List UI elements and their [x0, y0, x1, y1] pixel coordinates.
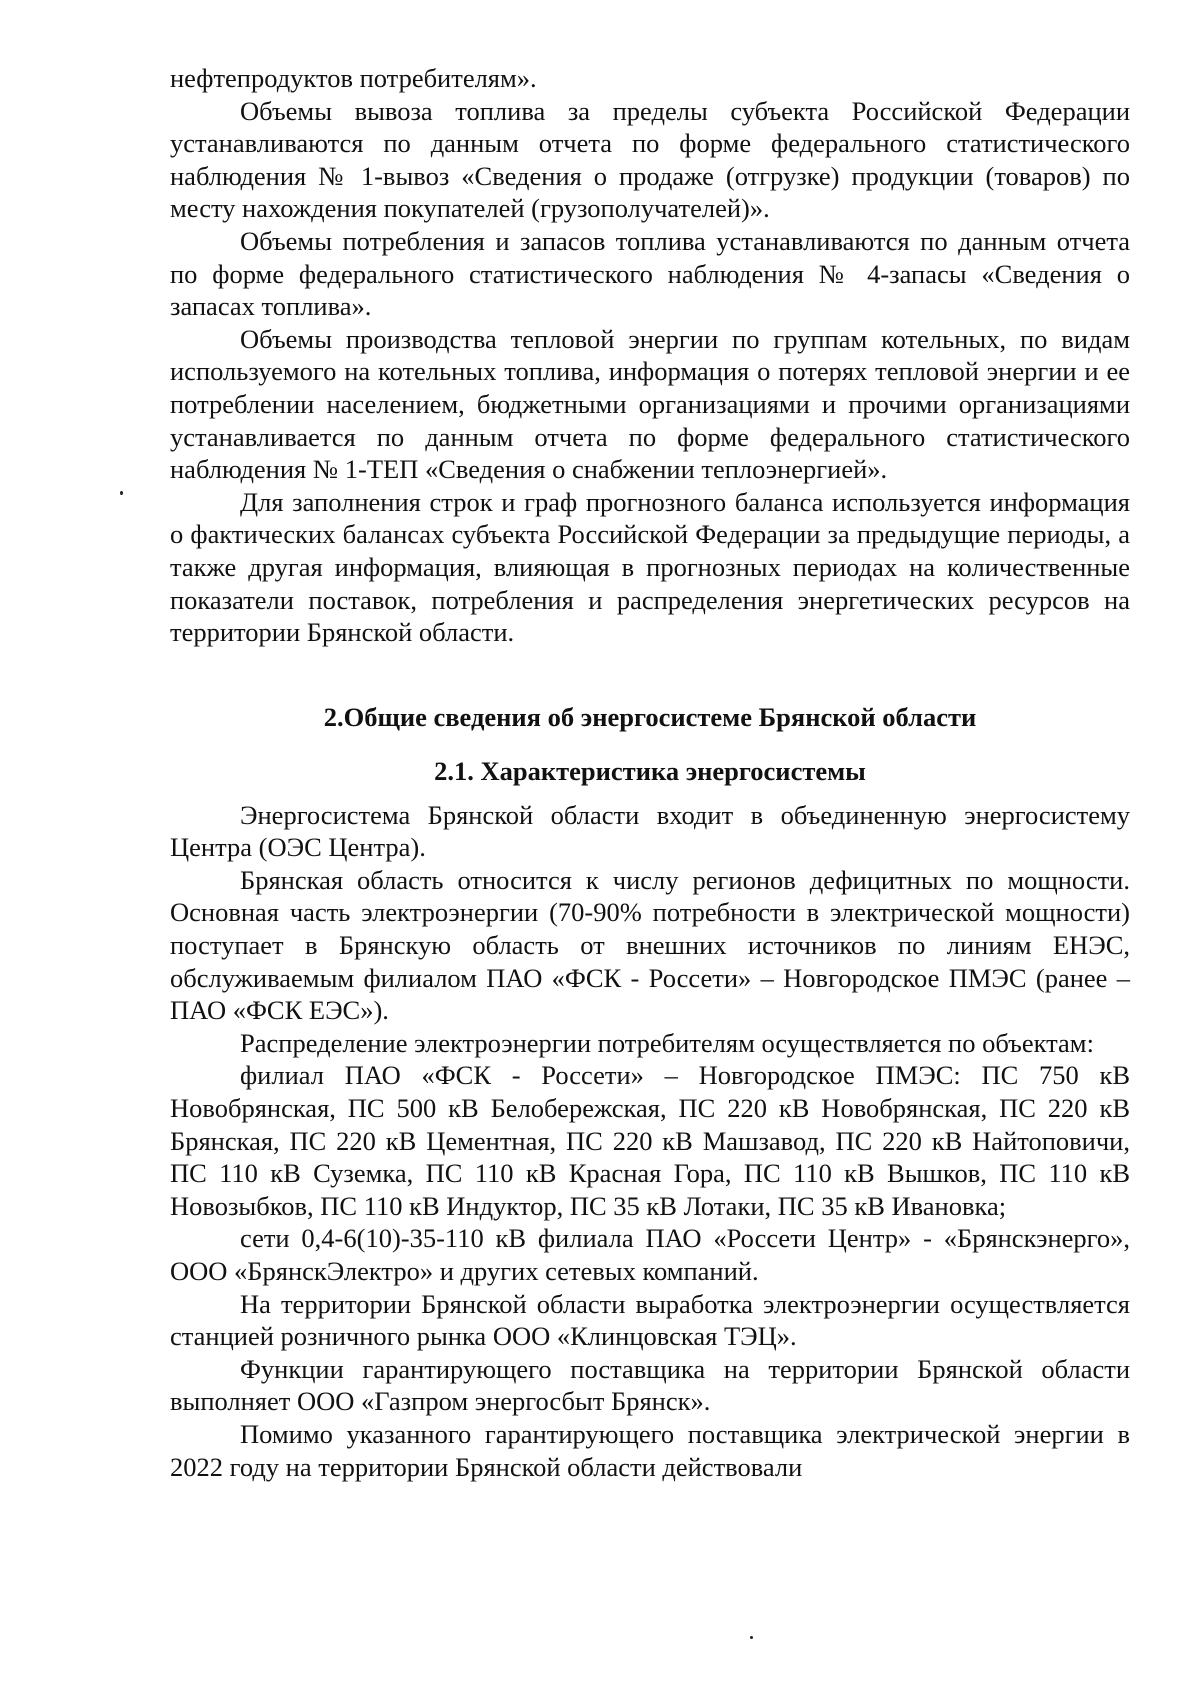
paragraph-forecast-balance: Для заполнения строк и граф прогнозного баланса используется информация о фактических балансах субъекта Российской Федерации за предыдущие периоды, а также другая информация, влияющая в прогнозных периодах на количественные показатели поставок, потребления и распределения энергетических ресурсов на территории Брянской области. — [170, 486, 1130, 648]
paragraph-distribution: Распределение электроэнергии потребителям осуществляется по объектам: — [240, 1027, 1094, 1058]
paragraph-export-volumes: Объемы вывоза топлива за пределы субъекта Российской Федерации устанавливаются по данным отчета по форме федерального статистического наблюдения № 1-вывоз «Сведения о продаже (отгрузке) продукции (товаров) по месту нахождения покупателей (грузополучателей)». — [170, 95, 1130, 224]
paragraph-supplier: Функции гарантирующего поставщика на территории Брянской области выполняет ООО «Газпром энергосбыт Брянск». — [170, 1353, 1130, 1417]
paragraph-substations-list: филиал ПАО «ФСК - Россети» – Новгородское ПМЭС: ПС 750 кВ Новобрянская, ПС 500 кВ Белобережская, ПС 220 кВ Новобрянская, ПС 220 кВ Брянская, ПС 220 кВ Цементная, ПС 220 кВ Машзавод, ПС 220 кВ Найтоповичи, ПС 110 кВ Суземка, ПС 110 кВ Красная Гора, ПС 110 кВ Вышков, ПС 110 кВ Новозыбков, ПС 110 кВ Индуктор, ПС 35 кВ Лотаки, ПС 35 кВ Ивановка; — [170, 1060, 1130, 1221]
paragraph-other-suppliers: Помимо указанного гарантирующего поставщика электрической энергии в 2022 году на территории Брянской области действовали — [170, 1418, 1130, 1482]
document-page — [170, 62, 1130, 1483]
paragraph-consumption-stocks: Объемы потребления и запасов топлива устанавливаются по данным отчета по форме федерального статистического наблюдения № 4-запасы «Сведения о запасах топлива». — [170, 225, 1130, 322]
paragraph-energy-system: Энергосистема Брянской области входит в объединенную энергосистему Центра (ОЭС Центра). — [170, 799, 1130, 863]
paragraph-generation: На территории Брянской области выработка электроэнергии осуществляется станцией розничного рынка ООО «Клинцовская ТЭЦ». — [170, 1288, 1130, 1352]
scan-speck-dot — [120, 491, 123, 495]
paragraph-power-deficit: Брянская область относится к числу регионов дефицитных по мощности. Основная часть электроэнергии (70-90% потребности в электрической мощности) поступает в Брянскую область от внешних источников по линиям ЕНЭС, обслуживаемым филиалом ПАО «ФСК - Россети» – Новгородское ПМЭС (ранее – ПАО «ФСК ЕЭС»). — [170, 864, 1130, 1026]
scan-speck-dot — [750, 1636, 753, 1639]
paragraph-networks: сети 0,4-6(10)-35-110 кВ филиала ПАО «Россети Центр» - «Брянскэнерго», ООО «БрянскЭлектро» и других сетевых компаний. — [170, 1223, 1130, 1286]
paragraph-heat-production: Объемы производства тепловой энергии по группам котельных, по видам используемого на котельных топлива, информация о потерях тепловой энергии и ее потреблении населением, бюджетными организациями и прочими организациями устанавливается по данным отчета по форме федерального статистического наблюдения № 1-ТЕП «Сведения о снабжении теплоэнергией». — [170, 323, 1130, 485]
section-title: 2.Общие сведения об энергосистеме Брянской области — [323, 701, 977, 732]
subsection-title: 2.1. Характеристика энергосистемы — [434, 755, 866, 786]
paragraph-continuation: нефтепродуктов потребителям». — [170, 63, 537, 93]
